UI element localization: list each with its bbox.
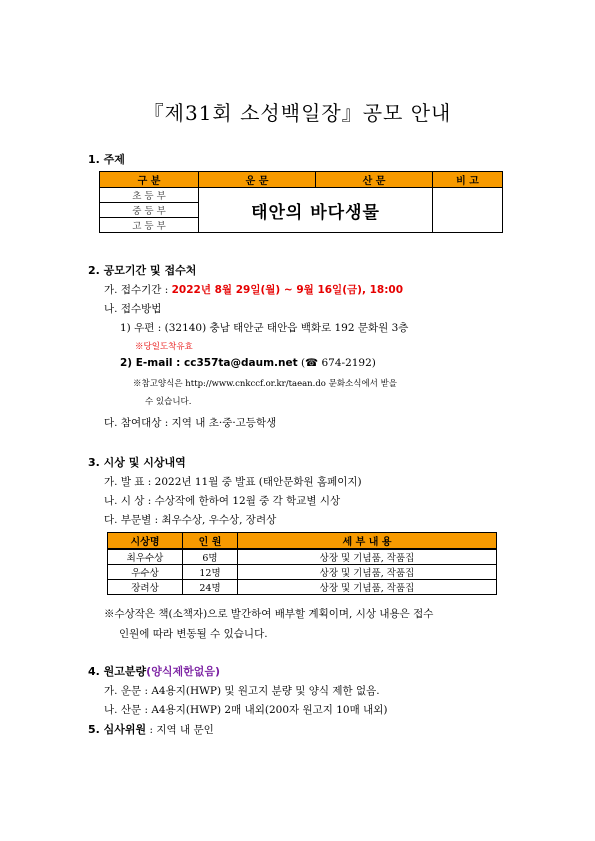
form-note-line1: ※참고양식은 http://www.cnkccf.or.kr/taean.do 문화소식에서 받을 <box>133 379 398 389</box>
award-name: 장려상 <box>108 580 183 595</box>
topic-table <box>99 171 503 233</box>
section-1-heading: 1. 주제 <box>88 153 125 166</box>
form-note-line2: 수 있습니다. <box>145 397 192 407</box>
header-remarks: 비 고 <box>433 172 503 188</box>
section-5-line <box>88 721 214 737</box>
header-verse: 운 문 <box>199 172 316 188</box>
topic-table-header <box>100 172 503 188</box>
topic-cell: 태안의 바다생물 <box>199 188 433 233</box>
award-categories-line: 다. 부문별 : 최우수상, 우수상, 장려상 <box>104 514 277 526</box>
award-count: 6명 <box>183 549 238 565</box>
award-count: 12명 <box>183 565 238 580</box>
email-value: cc357ta@daum.net <box>184 357 298 369</box>
verse-length-line: 가. 운문 : A4용지(HWP) 및 원고지 분량 및 양식 제한 없음. <box>104 685 380 697</box>
awards-note-line2: 인원에 따라 변동될 수 있습니다. <box>119 628 268 640</box>
section-2-heading: 2. 공모기간 및 접수처 <box>88 264 197 277</box>
level-elementary: 초 등 부 <box>100 188 199 203</box>
level-middle: 중 등 부 <box>100 203 199 218</box>
awards-table <box>107 532 497 595</box>
award-name: 최우수상 <box>108 549 183 565</box>
section-4-title: 4. 원고분량 <box>88 665 147 678</box>
header-prose: 산 문 <box>316 172 433 188</box>
email-line <box>120 357 376 369</box>
awards-table-header <box>108 533 497 550</box>
award-name: 우수상 <box>108 565 183 580</box>
header-count: 인 원 <box>183 533 238 550</box>
table-row <box>108 565 497 580</box>
post-note: ※당일도착유효 <box>135 342 193 352</box>
table-row <box>108 580 497 595</box>
period-value: 2022년 8월 29일(월) ~ 9월 16일(금), 18:00 <box>171 284 404 296</box>
table-row <box>100 188 503 203</box>
prose-length-line: 나. 산문 : A4용지(HWP) 2매 내외(200자 원고지 10매 내외) <box>104 704 388 716</box>
header-category: 구 분 <box>100 172 199 188</box>
award-details: 상장 및 기념품, 작품집 <box>238 580 497 595</box>
header-award-name: 시상명 <box>108 533 183 550</box>
email-label: 2) E-mail : <box>120 357 185 369</box>
period-line <box>104 282 403 297</box>
period-label: 가. 접수기간 : <box>104 284 172 296</box>
section-4-note: (양식제한없음) <box>146 665 220 678</box>
phone-number: (☎ 674-2192) <box>297 357 376 369</box>
post-line: 1) 우편 : (32140) 충남 태안군 태안읍 백화로 192 문화원 3층 <box>120 322 409 334</box>
judges-text: : 지역 내 문인 <box>146 724 214 736</box>
method-label: 나. 접수방법 <box>104 303 162 315</box>
awards-note-line1: ※수상작은 책(소책자)으로 발간하여 배부할 계획이며, 시상 내용은 접수 <box>104 608 434 620</box>
award-details: 상장 및 기념품, 작품집 <box>238 549 497 565</box>
award-details: 상장 및 기념품, 작품집 <box>238 565 497 580</box>
award-count: 24명 <box>183 580 238 595</box>
level-high: 고 등 부 <box>100 218 199 233</box>
table-row <box>108 549 497 565</box>
header-details: 세 부 내 용 <box>238 533 497 550</box>
section-5-heading: 5. 심사위원 <box>88 723 147 736</box>
section-4-heading <box>88 663 220 679</box>
section-3-heading: 3. 시상 및 시상내역 <box>88 456 186 469</box>
page-title: 『제31회 소성백일장』공모 안내 <box>143 101 452 125</box>
award-ceremony-line: 나. 시 상 : 수상작에 한하여 12월 중 각 학교별 시상 <box>104 495 341 507</box>
remarks-cell <box>433 188 503 233</box>
announce-line: 가. 발 표 : 2022년 11월 중 발표 (태안문화원 홈페이지) <box>104 476 362 488</box>
eligibility-line: 다. 참여대상 : 지역 내 초·중·고등학생 <box>104 417 277 429</box>
